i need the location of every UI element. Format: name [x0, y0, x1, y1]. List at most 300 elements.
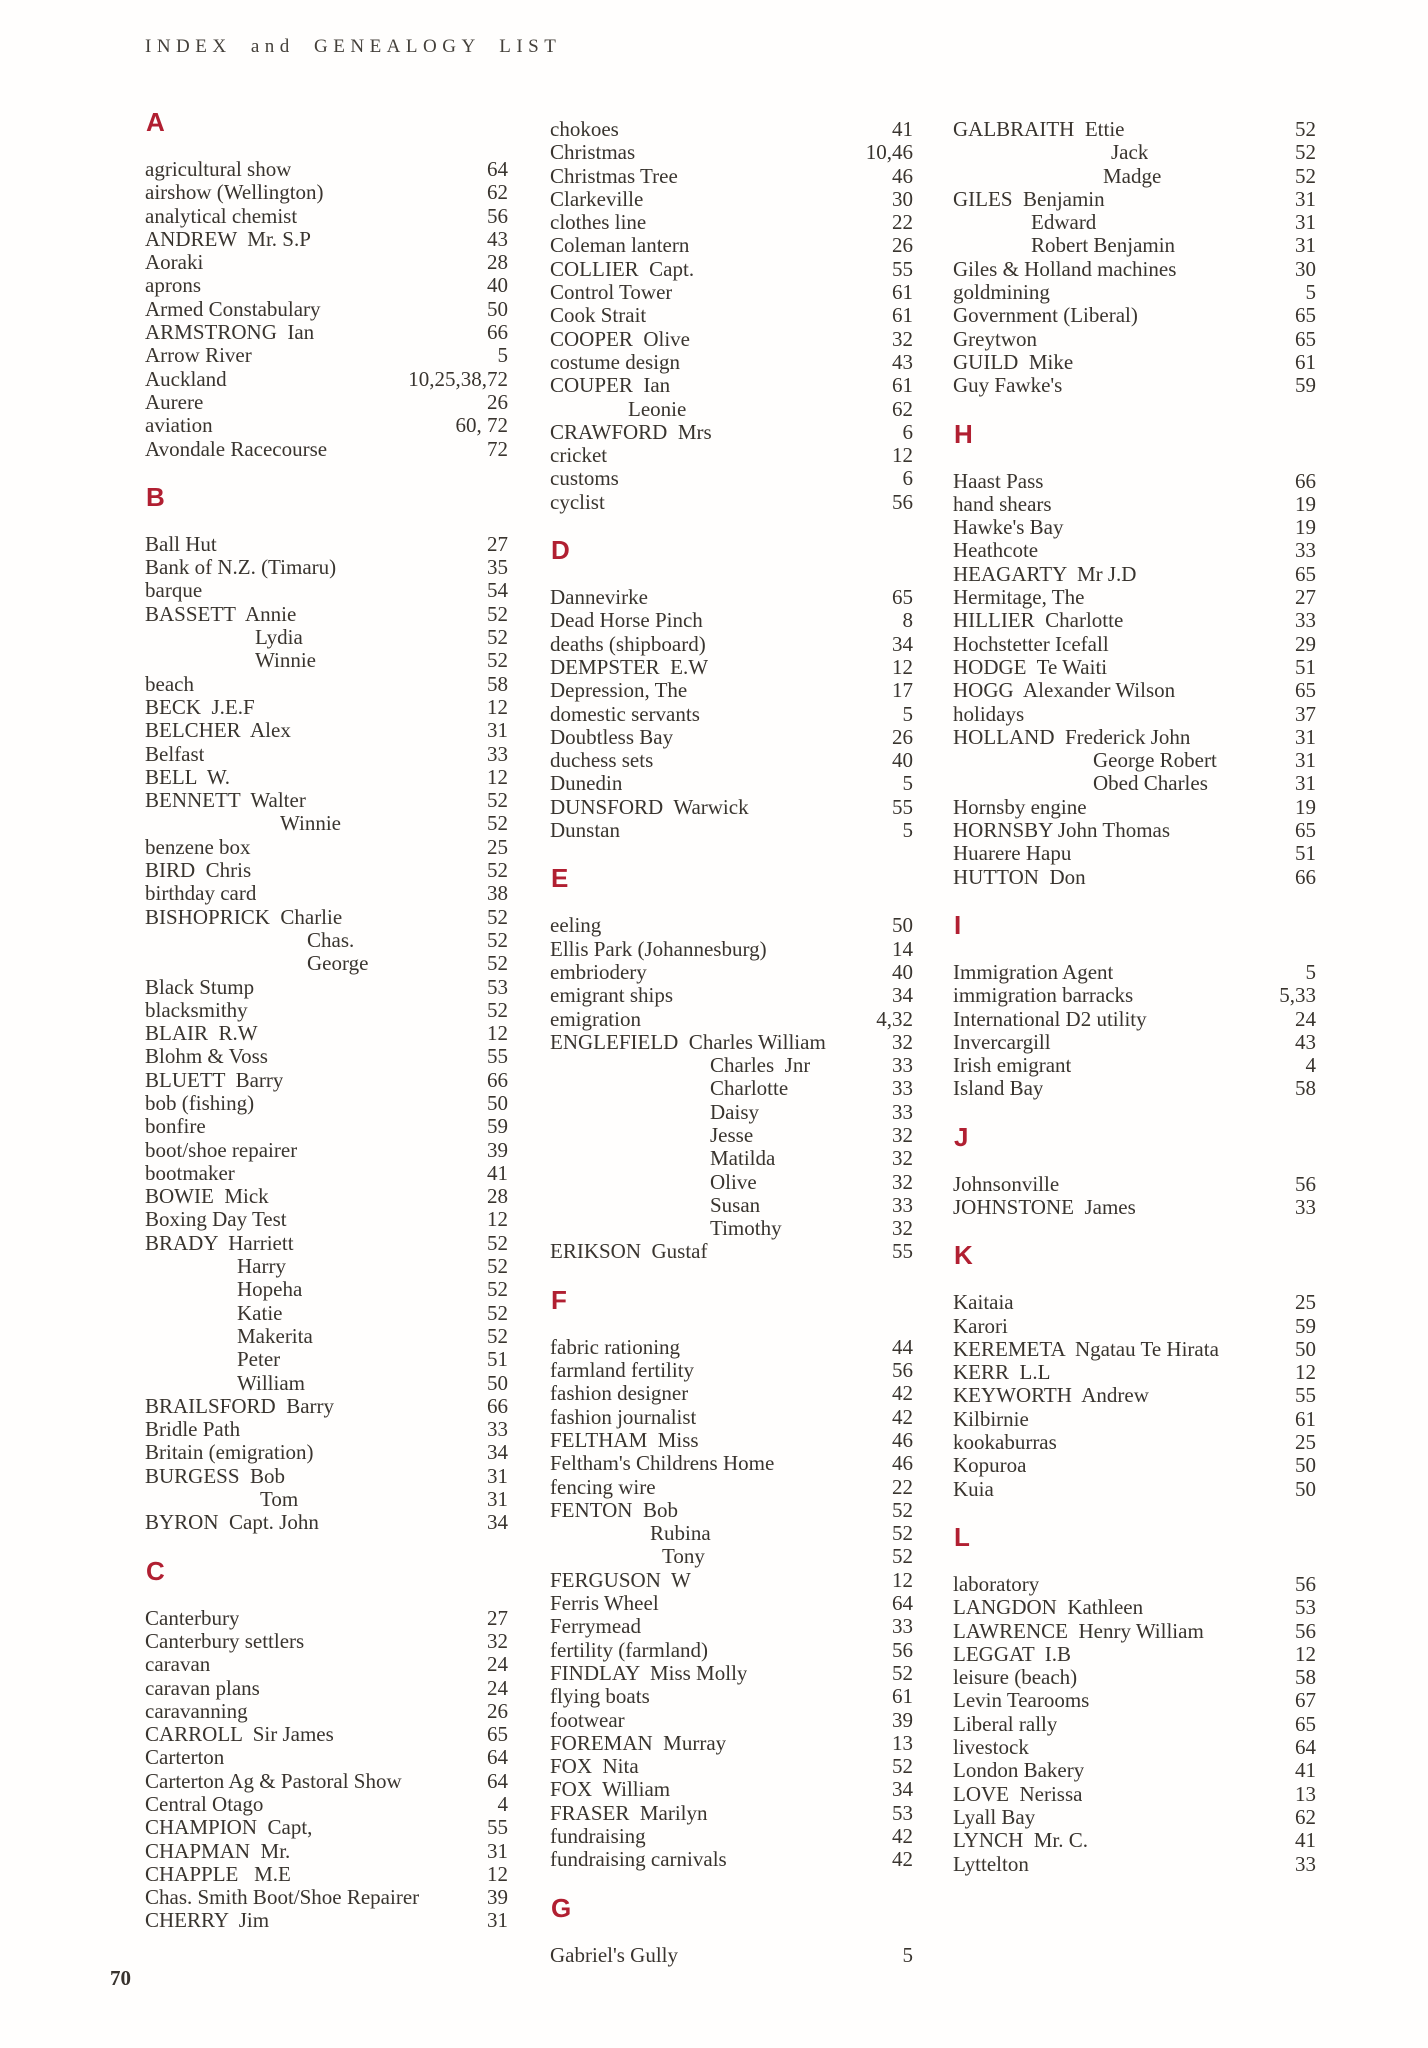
entry-pages: 5: [902, 701, 913, 726]
index-entry: [145, 1255, 508, 1278]
entry-pages: 42: [892, 1824, 913, 1848]
entry-pages: 5: [902, 818, 913, 843]
entry-label: Bank of N.Z. (Timaru): [145, 556, 337, 580]
entry-label: Guy Fawke's: [953, 374, 1063, 398]
entry-label: LYNCH Mr. C.: [953, 1829, 1088, 1853]
entry-label: Canterbury settlers: [145, 1629, 305, 1653]
index-entry: [953, 1054, 1316, 1077]
entry-pages: 32: [892, 1146, 913, 1171]
index-entry: [953, 1338, 1316, 1361]
entry-pages: 53: [487, 974, 508, 999]
entry-pages: 50: [487, 296, 508, 321]
index-entry: [550, 1217, 913, 1240]
entry-pages: 42: [892, 1847, 913, 1872]
entry-label: CHERRY Jim: [145, 1909, 270, 1933]
entry-label: deaths (shipboard): [550, 632, 706, 656]
index-entry: [550, 1171, 913, 1194]
entry-pages: 42: [892, 1404, 913, 1429]
entry-pages: 33: [892, 1614, 913, 1639]
entry-label: Katie: [237, 1301, 283, 1325]
index-entry: [550, 1802, 913, 1825]
index-entry: [550, 914, 913, 937]
section-letter-K: K: [954, 1240, 973, 1271]
entry-pages: 19: [1295, 794, 1316, 819]
entry-label: BECK J.E.F: [145, 695, 255, 719]
index-entry: [550, 1848, 913, 1871]
index-entry: [550, 374, 913, 397]
index-entry: [145, 251, 508, 274]
entry-pages: 5: [902, 771, 913, 796]
index-entry: [550, 118, 913, 141]
entry-pages: 52: [487, 927, 508, 952]
entry-label: BURGESS Bob: [145, 1464, 286, 1488]
index-entry: [145, 1092, 508, 1115]
index-entry: [550, 398, 913, 421]
entry-label: CARROLL Sir James: [145, 1723, 334, 1747]
index-entry: [550, 1732, 913, 1755]
index-entry: [145, 1115, 508, 1138]
entry-label: Daisy: [710, 1100, 759, 1124]
entry-pages: 44: [892, 1334, 913, 1359]
entry-label: Feltham's Childrens Home: [550, 1452, 775, 1476]
entry-label: HOLLAND Frederick John: [953, 725, 1191, 749]
entry-label: Christmas Tree: [550, 164, 678, 188]
page-number: 70: [110, 1966, 131, 1990]
index-entry: [145, 929, 508, 952]
entry-label: Depression, The: [550, 679, 688, 703]
entry-pages: 58: [1295, 1665, 1316, 1690]
index-entry: [145, 368, 508, 391]
entry-label: Lyall Bay: [953, 1805, 1036, 1829]
entry-pages: 52: [892, 1521, 913, 1546]
index-entry: [145, 1816, 508, 1839]
section-letter-F: F: [551, 1284, 567, 1315]
entry-pages: 59: [487, 1114, 508, 1139]
index-entry: [953, 866, 1316, 889]
index-entry: [550, 1240, 913, 1263]
entry-pages: 59: [1295, 373, 1316, 398]
entry-label: Blohm & Voss: [145, 1045, 268, 1069]
entry-label: William: [237, 1371, 305, 1395]
section-letter-D: D: [551, 535, 570, 566]
index-entry: [145, 1441, 508, 1464]
entry-label: BRADY Harriett: [145, 1231, 294, 1255]
entry-pages: 66: [487, 1067, 508, 1092]
index-entry: [145, 1793, 508, 1816]
entry-pages: 19: [1295, 491, 1316, 516]
entry-pages: 13: [1295, 1781, 1316, 1806]
entry-pages: 72: [487, 436, 508, 461]
entry-pages: 33: [892, 1099, 913, 1124]
entry-pages: 31: [1295, 724, 1316, 749]
entry-pages: 55: [892, 1239, 913, 1264]
index-entry: [953, 1620, 1316, 1643]
index-entry: [550, 749, 913, 772]
index-entry: [953, 679, 1316, 702]
entry-label: Irish emigrant: [953, 1054, 1072, 1078]
index-entry: [550, 984, 913, 1007]
entry-pages: 52: [892, 1544, 913, 1569]
entry-label: Chas.: [307, 928, 355, 952]
entry-pages: 61: [1295, 349, 1316, 374]
index-entry: [145, 1886, 508, 1909]
entry-pages: 65: [1295, 303, 1316, 328]
entry-pages: 32: [892, 1122, 913, 1147]
entry-label: Peter: [237, 1348, 281, 1372]
entry-label: Ball Hut: [145, 532, 217, 556]
entry-pages: 33: [892, 1192, 913, 1217]
section-letter-G: G: [551, 1892, 572, 1923]
index-entry: [953, 1454, 1316, 1477]
index-entry: [550, 772, 913, 795]
index-entry: [550, 1336, 913, 1359]
entry-pages: 26: [892, 233, 913, 258]
entry-label: HODGE Te Waiti: [953, 655, 1108, 679]
entry-label: caravan: [145, 1653, 211, 1677]
entry-label: farmland fertility: [550, 1359, 695, 1383]
entry-label: clothes line: [550, 211, 647, 235]
entry-pages: 28: [487, 1184, 508, 1209]
index-entry: [145, 205, 508, 228]
index-entry: [550, 1008, 913, 1031]
index-entry: [550, 1944, 913, 1967]
index-entry: [145, 1840, 508, 1863]
entry-pages: 5: [1305, 280, 1316, 305]
index-entry: [145, 1418, 508, 1441]
index-entry: [550, 1147, 913, 1170]
entry-label: Lyttelton: [953, 1852, 1029, 1876]
entry-pages: 52: [487, 625, 508, 650]
index-entry: [145, 1139, 508, 1162]
entry-label: Hochstetter Icefall: [953, 632, 1109, 656]
index-entry: [953, 539, 1316, 562]
index-entry: [145, 1909, 508, 1932]
entry-label: International D2 utility: [953, 1007, 1147, 1031]
entry-label: fundraising: [550, 1825, 646, 1848]
entry-pages: 64: [487, 1768, 508, 1793]
entry-label: London Bakery: [953, 1759, 1085, 1783]
entry-label: Dunstan: [550, 819, 620, 843]
entry-pages: 12: [892, 1567, 913, 1592]
index-entry: [145, 1770, 508, 1793]
index-entry: [953, 1759, 1316, 1782]
entry-label: caravan plans: [145, 1676, 260, 1700]
entry-pages: 33: [892, 1076, 913, 1101]
index-entry: [550, 491, 913, 514]
index-entry: [145, 649, 508, 672]
entry-pages: 65: [1295, 818, 1316, 843]
entry-pages: 61: [1295, 1406, 1316, 1431]
entry-pages: 50: [487, 1090, 508, 1115]
index-entry: [550, 656, 913, 679]
index-entry: [550, 703, 913, 726]
entry-pages: 52: [487, 951, 508, 976]
index-entry: [550, 1382, 913, 1405]
index-entry: [550, 1359, 913, 1382]
entry-pages: 39: [892, 1707, 913, 1732]
index-entry: [145, 882, 508, 905]
entry-label: Boxing Day Test: [145, 1208, 287, 1232]
entry-label: bonfire: [145, 1115, 206, 1139]
index-entry: [145, 1465, 508, 1488]
entry-label: Makerita: [237, 1324, 313, 1348]
entry-pages: 5,33: [1279, 983, 1316, 1008]
entry-pages: 54: [487, 578, 508, 603]
entry-label: FRASER Marilyn: [550, 1801, 708, 1825]
index-entry: [145, 719, 508, 742]
entry-label: Carterton Ag & Pastoral Show: [145, 1769, 402, 1793]
index-entry: [550, 961, 913, 984]
entry-pages: 28: [487, 250, 508, 275]
entry-pages: 43: [892, 349, 913, 374]
entry-pages: 61: [892, 280, 913, 305]
section-letter-J: J: [954, 1121, 969, 1152]
entry-pages: 34: [487, 1510, 508, 1535]
index-entry: [953, 633, 1316, 656]
entry-pages: 24: [1295, 1006, 1316, 1031]
index-entry: [953, 726, 1316, 749]
entry-pages: 31: [1295, 233, 1316, 258]
entry-label: Johnsonville: [953, 1172, 1060, 1196]
index-entry: [145, 836, 508, 859]
entry-pages: 5: [1305, 959, 1316, 984]
index-entry: [953, 304, 1316, 327]
entry-pages: 59: [1295, 1313, 1316, 1338]
index-entry: [550, 1124, 913, 1147]
entry-pages: 64: [892, 1591, 913, 1616]
entry-pages: 6: [902, 419, 913, 444]
entry-pages: 12: [487, 764, 508, 789]
entry-pages: 50: [1295, 1476, 1316, 1501]
entry-label: GUILD Mike: [953, 350, 1074, 374]
index-entry: [550, 258, 913, 281]
entry-label: kookaburras: [953, 1431, 1057, 1455]
index-entry: [145, 626, 508, 649]
index-entry: [145, 859, 508, 882]
entry-label: Haast Pass: [953, 469, 1044, 493]
index-entry: [953, 1783, 1316, 1806]
entry-pages: 52: [892, 1497, 913, 1522]
entry-label: Control Tower: [550, 281, 673, 305]
entry-pages: 35: [487, 555, 508, 580]
entry-label: birthday card: [145, 882, 257, 906]
entry-pages: 31: [1295, 210, 1316, 235]
entry-pages: 33: [1295, 608, 1316, 633]
section-letter-I: I: [954, 909, 962, 940]
entry-pages: 41: [1295, 1828, 1316, 1853]
entry-pages: 56: [892, 1358, 913, 1383]
entry-label: Hornsby engine: [953, 795, 1087, 819]
entry-pages: 32: [892, 1169, 913, 1194]
entry-label: fabric rationing: [550, 1335, 681, 1359]
entry-label: BELCHER Alex: [145, 719, 291, 743]
entry-pages: 33: [487, 741, 508, 766]
index-entry: [145, 1395, 508, 1418]
entry-pages: 19: [1295, 515, 1316, 540]
index-entry: [953, 1008, 1316, 1031]
index-entry: [145, 603, 508, 626]
entry-label: laboratory: [953, 1572, 1040, 1596]
entry-pages: 10,46: [865, 140, 913, 165]
entry-pages: 51: [487, 1347, 508, 1372]
entry-label: BLUETT Barry: [145, 1068, 284, 1092]
entry-pages: 52: [487, 811, 508, 836]
index-entry: [550, 633, 913, 656]
entry-label: fashion designer: [550, 1382, 689, 1406]
entry-pages: 53: [1295, 1595, 1316, 1620]
entry-pages: 31: [1295, 186, 1316, 211]
index-entry: [550, 938, 913, 961]
entry-pages: 56: [1295, 1571, 1316, 1596]
entry-label: Dannevirke: [550, 586, 648, 610]
entry-pages: 65: [1295, 678, 1316, 703]
index-entry: [953, 586, 1316, 609]
entry-label: Levin Tearooms: [953, 1689, 1090, 1713]
entry-pages: 4,32: [876, 1006, 913, 1031]
entry-label: Susan: [710, 1193, 761, 1217]
entry-label: BISHOPRICK Charlie: [145, 905, 343, 929]
entry-label: Avondale Racecourse: [145, 437, 328, 461]
entry-pages: 66: [487, 1393, 508, 1418]
entry-pages: 31: [487, 718, 508, 743]
entry-label: Winnie: [280, 812, 341, 836]
index-entry: [145, 1863, 508, 1886]
index-entry: [953, 609, 1316, 632]
index-entry: [145, 391, 508, 414]
entry-pages: 62: [487, 180, 508, 205]
entry-pages: 41: [1295, 1758, 1316, 1783]
index-entry: [145, 952, 508, 975]
entry-label: Charlotte: [710, 1077, 789, 1101]
index-entry: [550, 188, 913, 211]
entry-pages: 46: [892, 163, 913, 188]
entry-pages: 34: [892, 1777, 913, 1802]
entry-pages: 32: [892, 1216, 913, 1241]
entry-pages: 12: [1295, 1641, 1316, 1666]
entry-pages: 14: [892, 936, 913, 961]
index-entry: [953, 328, 1316, 351]
index-entry: [550, 1778, 913, 1801]
entry-label: Government (Liberal): [953, 304, 1138, 328]
index-entry: [550, 304, 913, 327]
index-entry: [550, 796, 913, 819]
entry-label: Dunedin: [550, 772, 623, 796]
entry-label: ARMSTRONG Ian: [145, 321, 315, 345]
entry-label: benzene box: [145, 835, 251, 859]
index-entry: [145, 181, 508, 204]
entry-pages: 66: [487, 320, 508, 345]
entry-pages: 51: [1295, 841, 1316, 866]
entry-label: Rubina: [650, 1522, 711, 1546]
page-title: INDEX and GENEALOGY LIST: [145, 36, 562, 57]
entry-pages: 38: [487, 881, 508, 906]
index-entry: [550, 211, 913, 234]
entry-label: holidays: [953, 702, 1025, 726]
entry-label: FENTON Bob: [550, 1498, 678, 1522]
entry-label: Giles & Holland machines: [953, 257, 1177, 281]
entry-pages: 40: [892, 959, 913, 984]
entry-pages: 33: [892, 1053, 913, 1078]
index-entry: [145, 1700, 508, 1723]
entry-label: KEYWORTH Andrew: [953, 1384, 1149, 1408]
index-entry: [953, 1431, 1316, 1454]
entry-pages: 26: [487, 389, 508, 414]
index-column-1: [145, 108, 508, 1933]
entry-pages: 60, 72: [455, 413, 508, 438]
entry-pages: 31: [487, 1908, 508, 1933]
entry-pages: 56: [892, 489, 913, 514]
entry-label: BLAIR R.W: [145, 1022, 258, 1046]
entry-pages: 55: [892, 256, 913, 281]
entry-pages: 34: [892, 983, 913, 1008]
index-entry: [953, 1713, 1316, 1736]
entry-label: hand shears: [953, 492, 1052, 516]
entry-pages: 66: [1295, 864, 1316, 889]
entry-label: COOPER Olive: [550, 327, 691, 351]
entry-label: costume design: [550, 350, 681, 374]
index-entry: [145, 1348, 508, 1371]
entry-pages: 12: [892, 443, 913, 468]
index-entry: [145, 999, 508, 1022]
entry-pages: 39: [487, 1885, 508, 1910]
entry-label: HORNSBY John Thomas: [953, 819, 1171, 843]
entry-label: Gabriel's Gully: [550, 1943, 679, 1967]
entry-label: fencing wire: [550, 1475, 656, 1499]
entry-label: Doubtless Bay: [550, 725, 674, 749]
index-entry: [550, 1615, 913, 1638]
entry-label: FERGUSON W: [550, 1568, 691, 1592]
entry-pages: 55: [487, 1044, 508, 1069]
index-entry: [145, 976, 508, 999]
index-entry: [145, 579, 508, 602]
index-entry: [953, 1173, 1316, 1196]
entry-pages: 33: [487, 1417, 508, 1442]
index-entry: [550, 444, 913, 467]
entry-pages: 8: [902, 608, 913, 633]
index-entry: [145, 298, 508, 321]
entry-pages: 31: [1295, 748, 1316, 773]
entry-pages: 5: [902, 1942, 913, 1967]
entry-label: DUNSFORD Warwick: [550, 795, 749, 819]
entry-label: Tom: [260, 1488, 299, 1512]
entry-pages: 52: [892, 1754, 913, 1779]
entry-pages: 50: [892, 913, 913, 938]
entry-pages: 55: [487, 1815, 508, 1840]
entry-pages: 50: [487, 1370, 508, 1395]
entry-pages: 52: [487, 1230, 508, 1255]
section-letter-E: E: [551, 863, 569, 894]
entry-label: caravanning: [145, 1699, 248, 1723]
index-entry: [550, 1545, 913, 1568]
entry-pages: 25: [1295, 1290, 1316, 1315]
entry-label: HOGG Alexander Wilson: [953, 679, 1176, 703]
entry-label: livestock: [953, 1736, 1029, 1760]
index-entry: [953, 1643, 1316, 1666]
entry-label: Carterton: [145, 1746, 225, 1770]
entry-label: eeling: [550, 914, 602, 938]
index-entry: [953, 656, 1316, 679]
entry-pages: 66: [1295, 468, 1316, 493]
entry-label: LANGDON Kathleen: [953, 1596, 1144, 1620]
entry-label: DEMPSTER E.W: [550, 655, 709, 679]
entry-pages: 52: [487, 1254, 508, 1279]
entry-label: leisure (beach): [953, 1666, 1078, 1690]
index-entry: [550, 1592, 913, 1615]
index-entry: [145, 1278, 508, 1301]
entry-label: Bridle Path: [145, 1418, 241, 1442]
entry-pages: 39: [487, 1137, 508, 1162]
index-entry: [550, 1429, 913, 1452]
